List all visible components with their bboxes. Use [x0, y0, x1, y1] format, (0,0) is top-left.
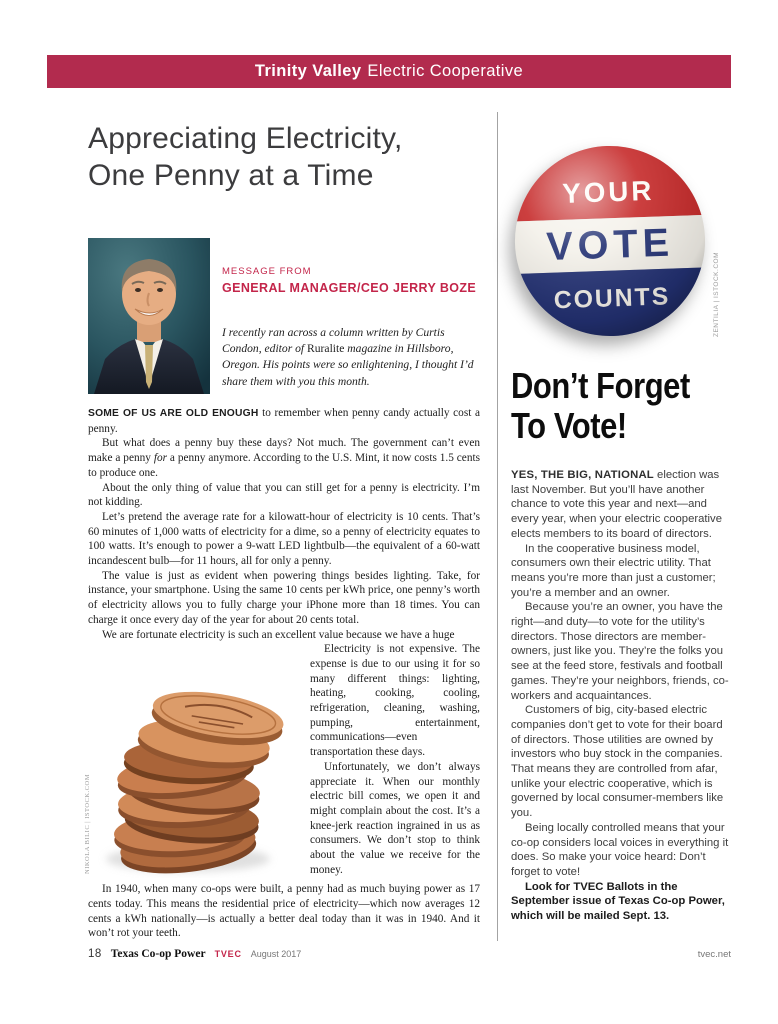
message-from-label: MESSAGE FROM [222, 266, 312, 277]
penny-stack-illustration [88, 654, 300, 878]
header-banner [47, 55, 731, 88]
page-number: 18 [88, 948, 102, 960]
paragraph: We are fortunate electricity is such an excellent value because we have a huge [102, 628, 455, 641]
emphasis-word: for [153, 452, 168, 465]
paragraph: The value is just as evident when powering things besides lighting. Take, for instance, your smartphone. Using the same 10 cents per kWh price, one penny’s worth of electricity allows you to fully charge your iPhone more than 18 times. You can charge it once every day of the year for about 20 cents total. [88, 569, 480, 626]
title-line-1: Appreciating Electricity, [88, 122, 403, 155]
website-url: tvec.net [697, 949, 731, 960]
magazine-name: Ruralite [307, 342, 345, 356]
paragraph: About the only thing of value that you can still get for a penny is electricity. I’m not kidding. [88, 481, 480, 509]
sidebar-heading-line-1: Don’t Forget [511, 365, 690, 406]
paragraph-lead-in: YES, THE BIG, NATIONAL [511, 469, 654, 481]
author-block [88, 238, 480, 394]
sidebar-heading [511, 366, 730, 446]
paragraph-text: a penny anymore. According to the U.S. Mint, it now costs 1.5 cents to produce one. [88, 452, 481, 479]
article-body [84, 406, 481, 941]
closing-note: Look for TVEC Ballots in the September issue of Texas Co-op Power, which will be mailed Sept. 13. [511, 880, 725, 923]
paragraph [511, 468, 731, 542]
paragraph: Because you’re an owner, you have the right—and duty—to vote for the utility’s directors. Those directors are member-owners, just like you. They’re the folks you see at the feed store, festivals and football games. They’re your neighbors, friends, co-workers and acquaintances. [511, 601, 729, 702]
intro-part-b: magazine in Hillsboro, Oregon. His points were so enlightening, I thought I’d share them with you this month. [222, 342, 474, 388]
title-line-2: One Penny at a Time [88, 159, 374, 192]
sidebar-body [511, 468, 731, 924]
penny-photo-credit: NIKOLA BILIC | ISTOCK.COM [84, 774, 91, 875]
paragraph: Let’s pretend the average rate for a kilowatt-hour of electricity is 10 cents. That’s 60 minutes of 1,000 watts of electricity for a dime, so a penny of electricity equates to 100 watts. It’s enough to power a 9-watt LED lightbulb—the equivalent of a 60-watt incandescent bulb—for 11 hours, all for only a penny. [88, 510, 480, 568]
author-name: GENERAL MANAGER/CEO JERRY BOZE [222, 281, 477, 295]
article-column [84, 112, 481, 941]
portrait-illustration [88, 238, 210, 394]
paragraph-wrapped: Electricity is not expensive. The expense is due to our using it for so many different things: lighting, heating, cooking, cooling, refrigeration, cleaning, washing, pumping, entertainment, communications—even transportation these days. [310, 643, 480, 759]
paragraph: Being locally controlled means that your co-op considers local voices in everything it does. So make your voice heard: Don’t forget to vote! [511, 821, 729, 878]
intro-part-a: I recently ran across a column written by Curtis Condon, editor of [222, 326, 445, 356]
sidebar-heading-line-2: To Vote! [511, 405, 627, 446]
paragraph-lead-in: SOME OF US ARE OLD ENOUGH [88, 408, 259, 419]
paragraph: In the cooperative business model, consumers own their electric utility. That means you’re more than just a customer; you’re a member and an owner. [511, 542, 716, 599]
paragraph-wrapped: Unfortunately, we don’t always appreciate it. When our monthly electric bill comes, we open it and might complain about the cost. It’s a knee-jerk reaction ingrained in us as consumers. We don’t stop to think about the value we receive for the money. [310, 760, 480, 876]
page-content [84, 112, 732, 941]
page-footer [88, 948, 731, 960]
paragraph: Customers of big, city-based electric companies don’t get to vote for their board of directors. Those utilities are owned by investors who buy stock in the companies. That means they are controlled from afar, unlike your electric cooperative, which is governed by local consumer-members like you. [511, 704, 724, 820]
vote-button-illustration [511, 142, 709, 340]
penny-stack-photo [84, 654, 300, 878]
intro-italic [222, 325, 480, 390]
author-info [222, 238, 480, 394]
magazine-title: Texas Co-op Power [110, 948, 206, 960]
coop-abbreviation: TVEC [214, 949, 242, 959]
article-title [88, 120, 480, 194]
issue-date: August 2017 [250, 949, 302, 959]
coop-name-suffix: Electric Cooperative [367, 62, 524, 80]
paragraph-text: But what does a penny buy these days? Not much. The government can’t even make a penny [88, 437, 480, 465]
vote-button-photo [511, 142, 720, 340]
paragraph [88, 436, 480, 480]
paragraph [88, 406, 480, 436]
ceo-portrait-photo [88, 238, 210, 394]
paragraph-text: to remember when penny candy actually cost a penny. [88, 407, 480, 435]
sidebar-column [497, 112, 731, 941]
closing-paragraph: In 1940, when many co-ops were built, a penny had as much buying power as 17 cents today. This means the residential price of electricity—which now averages 12 cents a kWh nationally—is actually a better deal today than it was in 1940. And it won’t rot your teeth. [88, 883, 480, 940]
coop-name: Trinity Valley [254, 62, 362, 80]
vote-photo-credit: ZENTILIA | ISTOCK.COM [713, 252, 720, 338]
paragraph-text: election was last November. But you’ll have another chance to vote this year and next—and every year, when your electric cooperative elects members to its board of directors. [511, 469, 722, 540]
